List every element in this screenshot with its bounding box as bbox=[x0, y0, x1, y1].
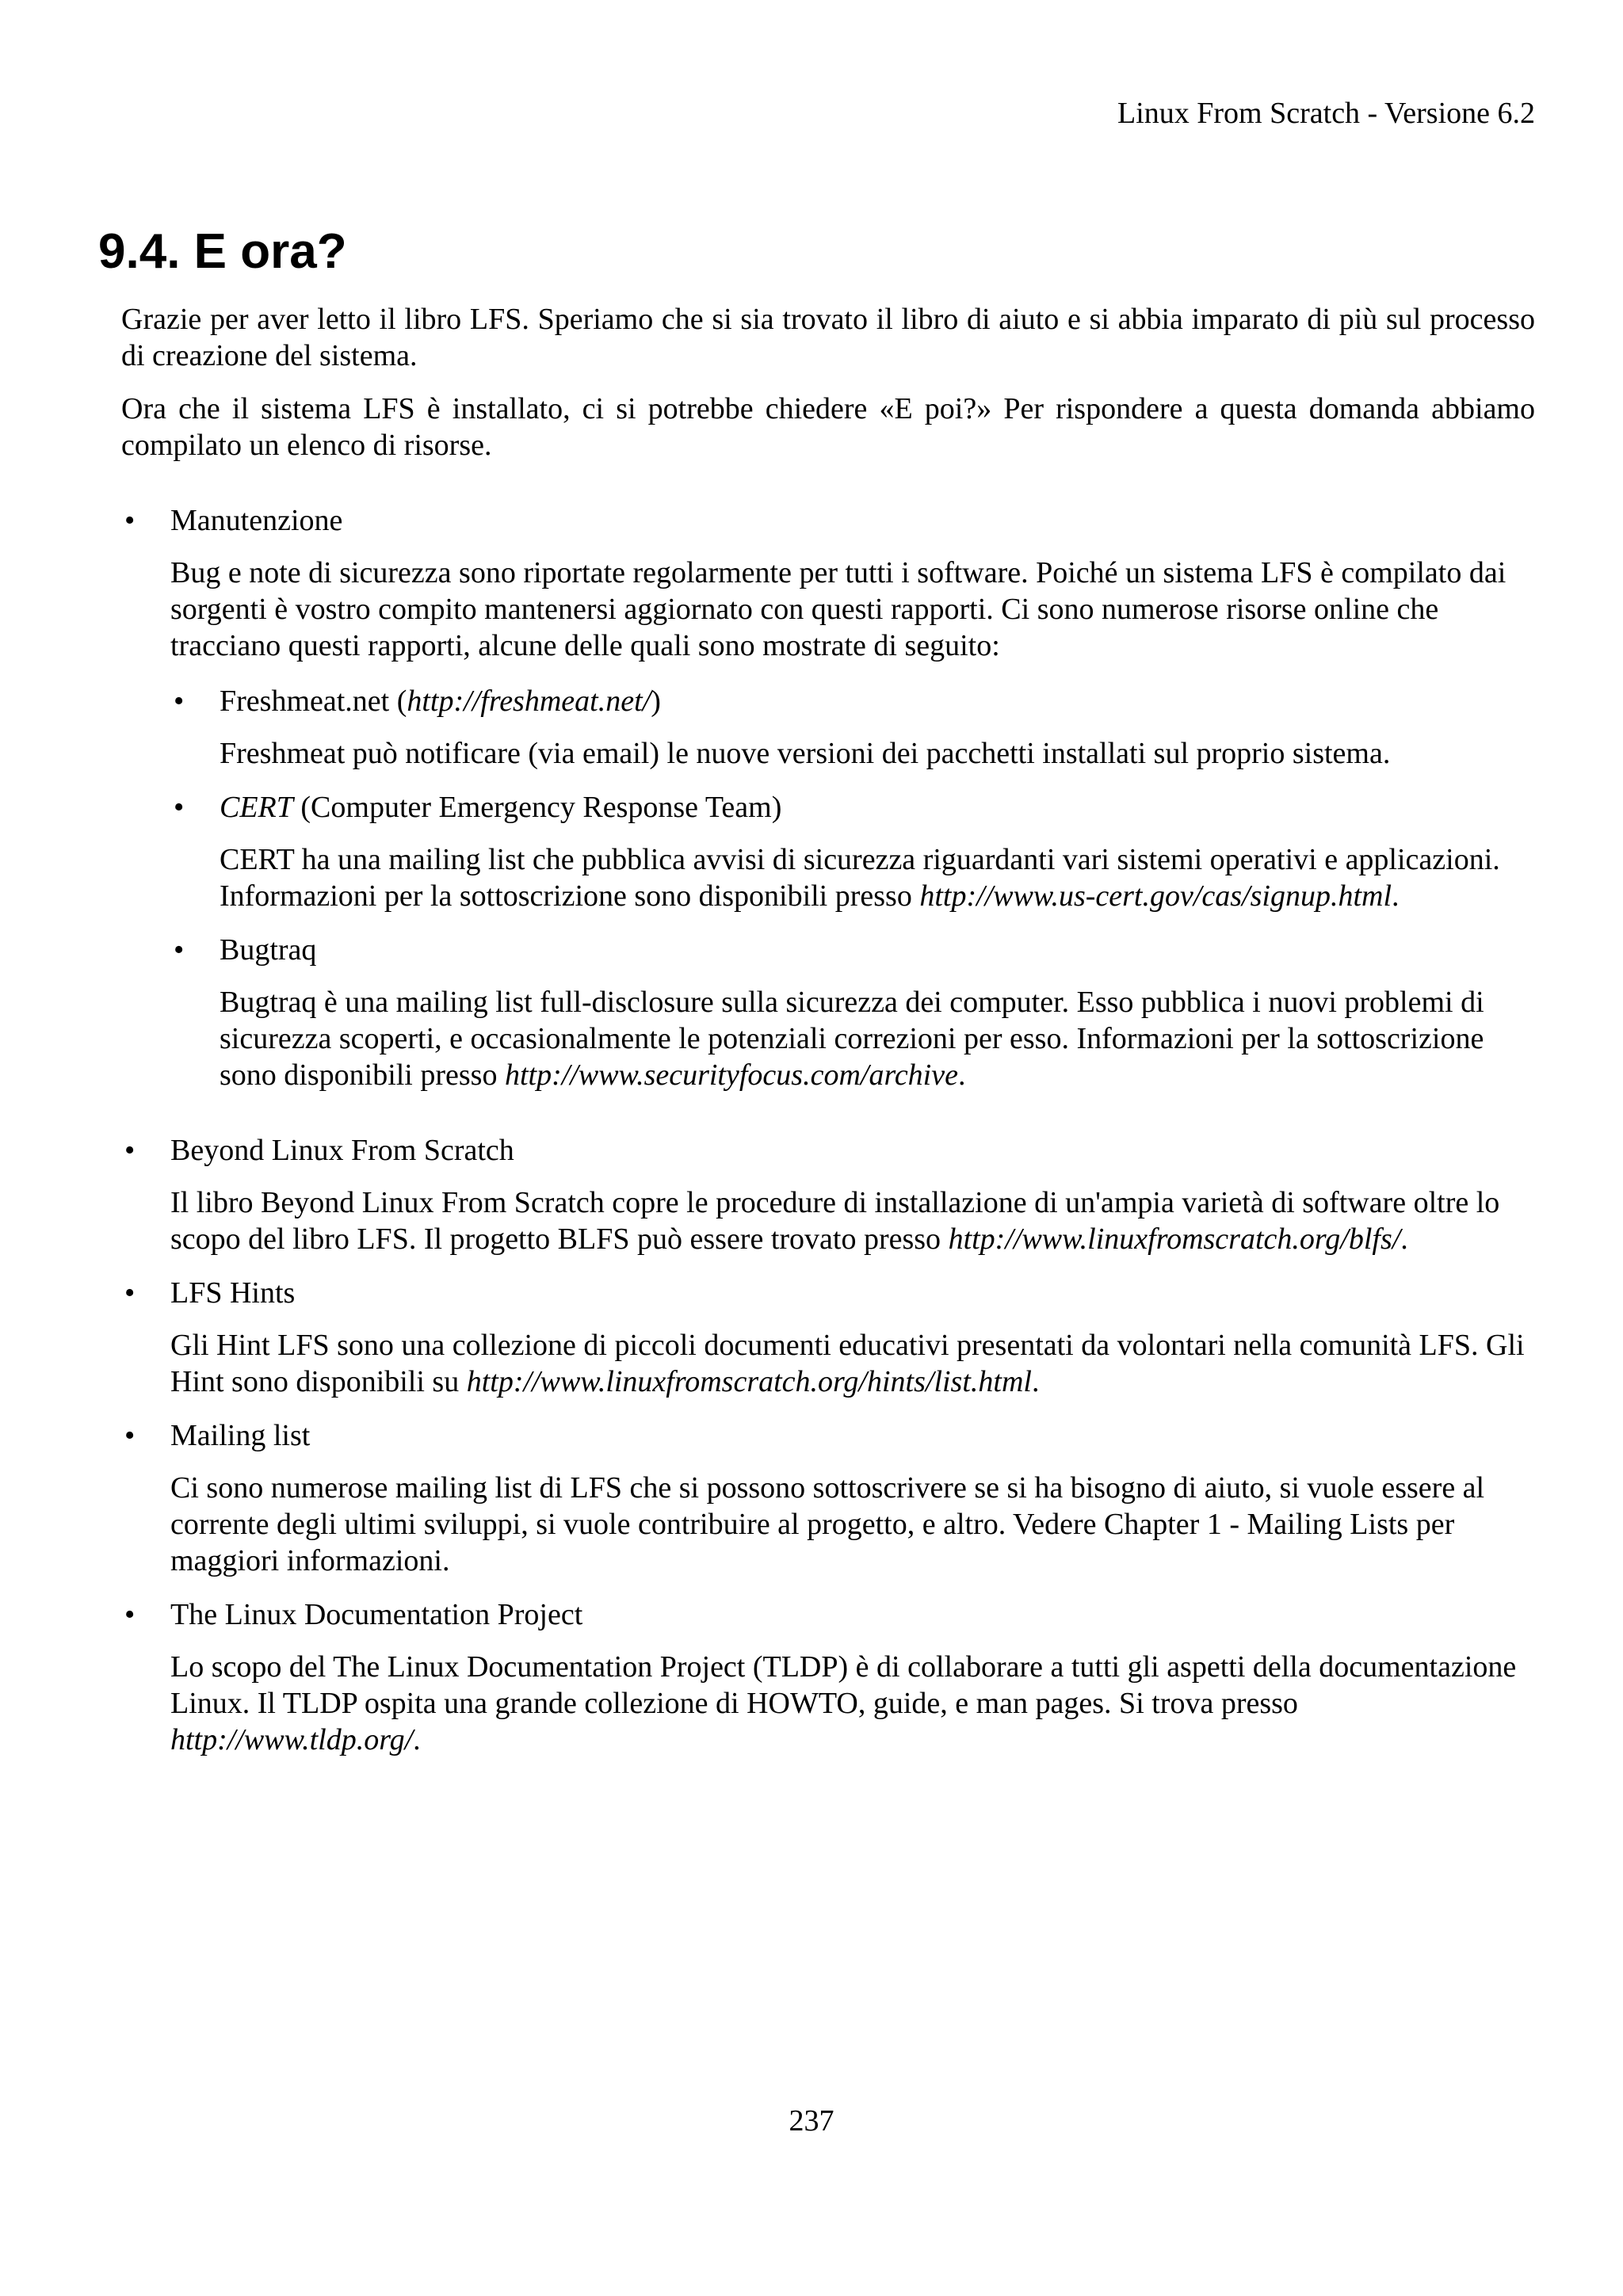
item-description: Lo scopo del The Linux Documentation Project (TLDP) è di collaborare a tutti gli aspetti della documentazione Linux. Il TLDP ospita una grande collezione di HOWTO, guide, e man pages. Si trova presso http://www.tldp.org/. bbox=[170, 1650, 1517, 1756]
cert-signup-link[interactable]: http://www.us-cert.gov/cas/signup.html bbox=[919, 879, 1392, 913]
item-description: Il libro Beyond Linux From Scratch copre le procedure di installazione di un'ampia varietà di software oltre lo scopo del libro LFS. Il progetto BLFS può essere trovato presso http://www.linuxfromscratch.org/blfs/. bbox=[170, 1186, 1500, 1256]
list-item-mailing-list bbox=[121, 1417, 1535, 1579]
list-item-maintenance bbox=[121, 502, 1535, 1093]
item-term: • CERT (Computer Emergency Response Team) bbox=[220, 791, 782, 824]
item-term: • The Linux Documentation Project bbox=[170, 1598, 583, 1631]
cert-link[interactable]: CERT bbox=[220, 791, 293, 824]
item-term: • Freshmeat.net (http://freshmeat.net/) bbox=[220, 685, 661, 718]
item-description: Bugtraq è una mailing list full-disclosure sulla sicurezza dei computer. Esso pubblica i nuovi problemi di sicurezza scoperti, e occasionalmente le potenziali correzioni per esso. Informazioni per la sottoscrizione sono disponibili presso http://www.securityfocus.com/archive. bbox=[220, 986, 1484, 1092]
list-item-cert bbox=[170, 789, 1535, 914]
blfs-link[interactable]: http://www.linuxfromscratch.org/blfs/ bbox=[948, 1222, 1401, 1256]
item-term: • Mailing list bbox=[170, 1419, 311, 1452]
running-header: Linux From Scratch - Versione 6.2 bbox=[1117, 97, 1535, 130]
item-description: CERT ha una mailing list che pubblica avvisi di sicurezza riguardanti vari sistemi operativi e applicazioni. Informazioni per la sottoscrizione sono disponibili presso http://www.us-cert.gov/cas/signup.html. bbox=[220, 843, 1500, 913]
intro-paragraph-1: Grazie per aver letto il libro LFS. Speriamo che si sia trovato il libro di aiuto e si abbia imparato di più sul processo di creazione del sistema. bbox=[121, 303, 1535, 372]
section-title: 9.4. E ora? bbox=[98, 224, 347, 279]
list-item-tldp bbox=[121, 1596, 1535, 1758]
freshmeat-link[interactable]: http://freshmeat.net/ bbox=[407, 685, 651, 718]
item-term: • Manutenzione bbox=[170, 504, 343, 537]
hints-link[interactable]: http://www.linuxfromscratch.org/hints/list.html bbox=[466, 1365, 1032, 1398]
item-term: • Beyond Linux From Scratch bbox=[170, 1134, 514, 1167]
resource-list bbox=[121, 502, 1535, 1758]
intro-paragraph-2: Ora che il sistema LFS è installato, ci si potrebbe chiedere «E poi?» Per rispondere a questa domanda abbiamo compilato un elenco di risorse. bbox=[121, 392, 1535, 462]
list-item-bugtraq bbox=[170, 932, 1535, 1093]
section-body bbox=[121, 301, 1535, 1775]
list-item-lfs-hints bbox=[121, 1275, 1535, 1400]
item-term: • Bugtraq bbox=[220, 933, 317, 967]
list-item-freshmeat bbox=[170, 683, 1535, 772]
tldp-link[interactable]: http://www.tldp.org/ bbox=[170, 1723, 414, 1756]
item-description: Freshmeat può notificare (via email) le nuove versioni dei pacchetti installati sul proprio sistema. bbox=[220, 737, 1391, 770]
security-resource-list bbox=[170, 683, 1535, 1093]
item-description: Gli Hint LFS sono una collezione di piccoli documenti educativi presentati da volontari nella comunità LFS. Gli Hint sono disponibili su http://www.linuxfromscratch.org/hints/list.html. bbox=[170, 1329, 1525, 1398]
item-description: Ci sono numerose mailing list di LFS che si possono sottoscrivere se si ha bisogno di aiuto, si vuole essere al corrente degli ultimi sviluppi, si vuole contribuire al progetto, e altro. Vedere Chapter 1 - Mailing Lists per maggiori informazioni. bbox=[170, 1471, 1485, 1577]
item-term: • LFS Hints bbox=[170, 1276, 296, 1310]
list-item-blfs bbox=[121, 1132, 1535, 1257]
page-number: 237 bbox=[789, 2104, 834, 2138]
securityfocus-link[interactable]: http://www.securityfocus.com/archive bbox=[504, 1058, 958, 1092]
item-description: Bug e note di sicurezza sono riportate regolarmente per tutti i software. Poiché un sistema LFS è compilato dai sorgenti è vostro compito mantenersi aggiornato con questi rapporti. Ci sono numerose risorse online che tracciano questi rapporti, alcune delle quali sono mostrate di seguito: bbox=[170, 556, 1507, 662]
